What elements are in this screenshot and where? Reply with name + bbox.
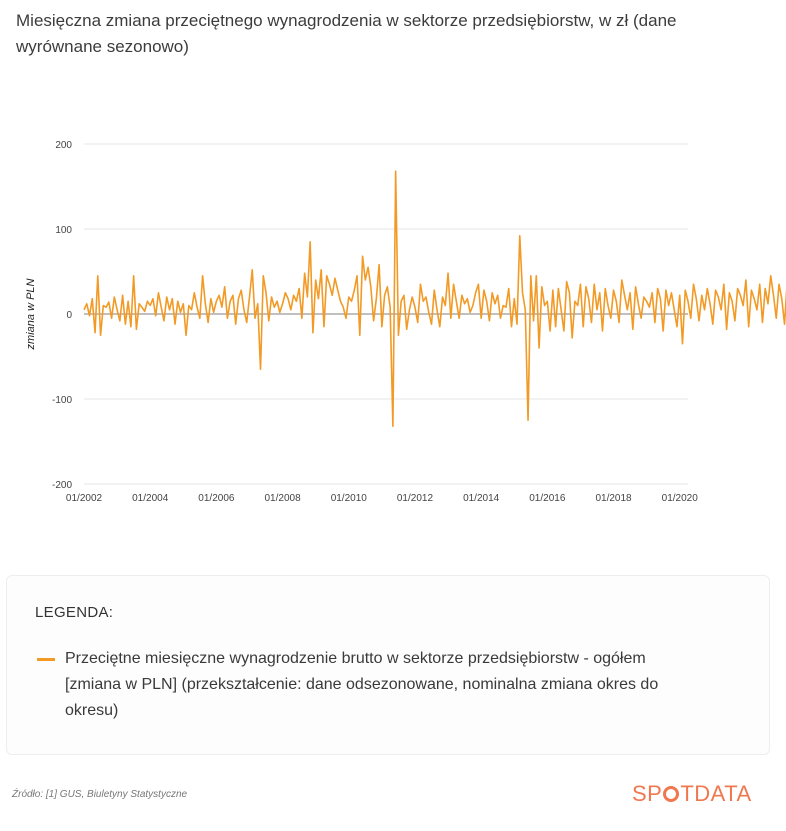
legend-entry-label: Przeciętne miesięczne wynagrodzenie brutto w sektorze przedsiębiorstw - ogółem [zmiana w PLN] (przekształcenie: dane odsezonowane, nominalna zmiana okres do okresu) bbox=[65, 650, 659, 719]
source-note: Źródło: [1] GUS, Biuletyny Statystyczne bbox=[12, 789, 188, 800]
chart-title: Miesięczna zmiana przeciętnego wynagrodzenia w sektorze przedsiębiorstw, w zł (dane wyrównane sezonowo) bbox=[16, 11, 677, 56]
y-tick-label: 0 bbox=[66, 310, 72, 321]
logo-text-left: SP bbox=[632, 781, 663, 806]
logo-o-icon bbox=[663, 786, 679, 802]
spotdata-logo bbox=[632, 781, 752, 807]
x-tick-label: 01/2006 bbox=[198, 493, 235, 504]
series-line-0 bbox=[84, 171, 786, 467]
x-tick-label: 01/2018 bbox=[595, 493, 632, 504]
line-chart bbox=[0, 120, 786, 520]
chart-area bbox=[0, 120, 786, 520]
legend-panel bbox=[6, 575, 770, 755]
x-tick-label: 01/2020 bbox=[661, 493, 698, 504]
x-tick-label: 01/2014 bbox=[463, 493, 500, 504]
logo-text-right: TDATA bbox=[680, 781, 752, 806]
y-tick-label: 100 bbox=[55, 225, 72, 236]
y-axis-label: zmiana w PLN bbox=[25, 278, 37, 350]
x-tick-label: 01/2016 bbox=[529, 493, 566, 504]
y-tick-label: -200 bbox=[51, 480, 72, 491]
x-tick-label: 01/2012 bbox=[396, 493, 434, 504]
legend-swatch bbox=[37, 658, 55, 661]
y-tick-label: -100 bbox=[51, 395, 72, 406]
y-tick-label: 200 bbox=[55, 140, 72, 151]
legend-heading: LEGENDA: bbox=[35, 604, 114, 621]
x-tick-label: 01/2004 bbox=[132, 493, 169, 504]
x-tick-label: 01/2010 bbox=[330, 493, 367, 504]
x-tick-label: 01/2008 bbox=[264, 493, 301, 504]
x-tick-label: 01/2002 bbox=[65, 493, 103, 504]
